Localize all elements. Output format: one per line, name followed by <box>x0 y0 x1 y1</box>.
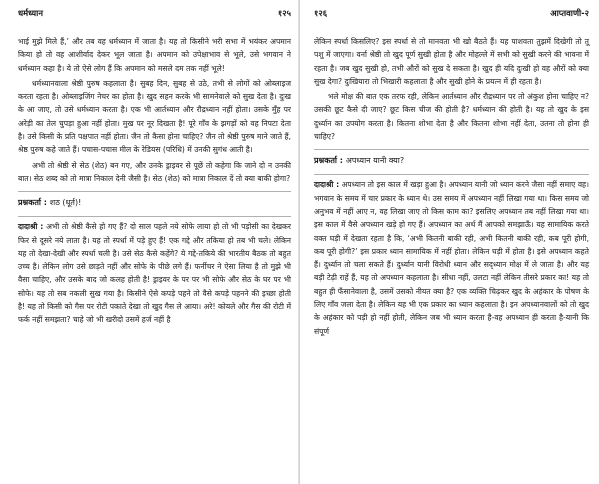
left-paragraph-3: अभी तो श्रेष्ठी से सेठ (शेठ) बन गए, और उनके ड्राइवर से पूछें तो कहेगा कि जाने दो न उनकी बात। सेठ शब्द को तो मात्रा निकाल देनी जैसी है। सेठ (शेठ) को मात्रा निकाल दें तो क्या बाकी होगा? <box>18 160 291 183</box>
dadashri-label: दादाश्री : <box>18 222 44 232</box>
right-question-text: अपध्यान यानी क्या? <box>345 156 405 166</box>
question-divider <box>18 191 291 192</box>
question-divider-bottom <box>18 216 291 217</box>
left-paragraph-1: भाई मुझे मिले हैं,’ और तब वह धर्मध्यान में जाता है। यह तो किसीने भरी सभा में भयंकर अपमान किया हो तो वह आशीर्वाद देकर भूल जाता है। अपमान को उपेक्षाभाव से भूले, उसे भगवान ने धर्मध्यान कहा है। ये तो ऐसे लोग हैं कि अपमान को मसले दम तक नहीं भूले! <box>18 37 291 73</box>
left-paragraph-2: धर्मध्यानवाला श्रेष्ठी पुरुष कहलाता है। सुबह दिन, सुबह से उठे, तभी से लोगों को ओब्लाइज करता रहता है। ओब्लाइजिंग नेचर का होता है। खुद सहन करके भी सामनेवाले को सुख देता है। दुःख के आ जाए, तो उसे धर्मध्यान करता है। एक भी आर्तध्यान और रौद्रध्यान नहीं होता। उसके मुँह पर अरेड़ी का तेल चुपड़ा हुआ नहीं होता। मुख पर नूर दिखता है! पूरे गाँव के झगड़ों को वह निपटा देता है। उसे किसी के प्रति पक्षपात नहीं होता। जैन तो कैसा होना चाहिए? जैन तो श्रेष्ठी पुरुष माने जाते हैं, श्रेष्ठ पुरुष कहे जाते हैं। पचास-पचास मील के रेडियस (परिधि) में उनकी सुगंध आती है। <box>18 78 291 155</box>
left-page <box>0 0 299 484</box>
right-questioner-label: प्रश्नकर्ता : <box>314 156 343 166</box>
right-paragraph-2: भले मोक्ष की बात एक तरफ रही, लेकिन आर्तध्यान और रौद्रध्यान पर तो अंकुश होना चाहिए न? उसकी छूट कैसे दी जाए? छूट किस चीज की होती है? धर्मध्यान की होती है। यह तो खुद के इस दुर्ध्यान का उपयोग करता है। कितना शोभा देता है और कितना शोभा नहीं देता, उतना तो होना ही चाहिए? <box>314 92 589 142</box>
right-page-header <box>314 5 589 21</box>
left-page-header <box>18 5 291 21</box>
left-page-number: १२५ <box>277 8 291 18</box>
right-question-divider-bottom <box>314 174 589 175</box>
left-answer-text: अभी तो श्रेष्ठी कैसे हो गए हैं? दो साल पहले नये सोफे लाया हो तो भी पड़ोसी का देखकर फिर से दूसरे नये लाता है। यह तो स्पर्धा में पड़े हुए हैं! एक गद्दे और तकिया हो तब भी चले। लेकिन यह तो देखा-देखी और स्पर्धा चली है। उसे सेठ कैसे कहेंगे? ये गद्दे-तकिये की भारतीय बैठक तो बहुत उच्च है। लेकिन लोग उसे छाड़ते नहीं और सोफे के पीछे लगे हैं। फर्नीचर ने ऐसा लिया है तो मुझे भी वैसा चाहिए, और उसके बाद जो कलह होती है! ड्राइवर के पर पर भी सोफे और सेठ के घर पर भी सोफे। यह तो सब नकली सुख गया है। किसीने ऐसे कपड़े पहने तो वैसे कपड़े पहनने की इच्छा होती है! यह तो किसी को गैस पर रोटी पकाते देखा तो खुद गैस ले आया। अरे! कोयले और गैस की रोटी में फर्क नहीं समझता? चाहे जो भी खरीदो उसमें हर्ज नहीं है <box>18 222 291 325</box>
left-answer <box>18 220 291 326</box>
right-dadashri-label: दादाश्री : <box>314 180 340 190</box>
right-answer-text: अपध्यान तो इस काल में खड़ा हुआ है। अपध्यान यानी जो ध्यान करने जैसा नहीं समाए वह। भगवान के समय में चार प्रकार के ध्यान थे। उस समय में अपध्यान नहीं लिखा गया था। किस समय जो अनुभव में नहीं आए न, वह लिखा जाए तो किस काम का? इसलिए अपध्यान तब नहीं लिखा गया था। इस काल में वैसे अपध्यान खड़े हो गए हैं। अपध्यान का अर्थ मैं आपको समझाऊँ। यह सामायिक करते वक्त घड़ी में देखता रहता है कि, ‘अभी कितनी बाकी रही, अभी कितनी बाकी रही, कब पूरी होगी, कब पूरी होगी?’ इस प्रकार ध्यान सामायिक में नहीं होता। लेकिन घड़ी में होता है। इसे अपध्यान कहते हैं। दुर्ध्यान तो चला सकते हैं। दुर्ध्यान यानी विरोधी ध्यान और सद्‍ध्यान मोक्ष में ले जाता है। और यह बड़ी टेढ़ी राहें हैं, यह तो अपध्यान कहलाता है। सीधा नहीं, उलटा नहीं लेकिन तीसरे प्रकार का! यह तो बहुत ही फँसानेवाला है, उसमें उसको नीयत क्या है? एक व्यक्ति चिढ़कर खुद के अहंकार के पोषण के लिए गाँव जला देता है। लेकिन यह भी एक प्रकार का ध्यान कहलाता है। इन अपध्यानवालों को तो खुद के अहंकार को पड़ी हो नहीं होती, लेकिन जब भी ध्यान करता है-वह अपध्यान ही करता है-यानी कि संपूर्ण <box>314 180 589 336</box>
right-answer <box>314 178 589 338</box>
questioner-label: प्रश्नकर्ता : <box>18 198 47 208</box>
right-header-title: आप्तवाणी-२ <box>550 8 589 18</box>
right-page-number: १२६ <box>314 8 328 18</box>
left-question <box>18 196 291 210</box>
right-question <box>314 154 589 168</box>
right-paragraph-1: लेकिन स्पर्धा किसलिए? इस स्पर्धा से तो मानवता भी खो बैठते हैं। यह पाशवता तुझमें दिखेगी तो तू पशु में जाएगा। वर्ना श्रेष्ठी तो खुद पूर्ण सुखी होता है और मोहल्ले में सभी को सुखी करने की भावना में रहता है। जब खुद सुखी हो, तभी औरों को सुख दे सकता है। खुद ही यदि दुःखी हो वह औरों को क्या सुख देगा? दुःखियारा तो भिखारी कहलाता है और सुखी होने के प्रयत्न में ही रहता है। <box>314 37 589 86</box>
left-header-title: धर्मध्यान <box>18 8 43 18</box>
left-question-text: शठ (धूर्त)! <box>49 198 82 208</box>
right-page <box>300 0 599 484</box>
right-question-divider <box>314 149 589 150</box>
